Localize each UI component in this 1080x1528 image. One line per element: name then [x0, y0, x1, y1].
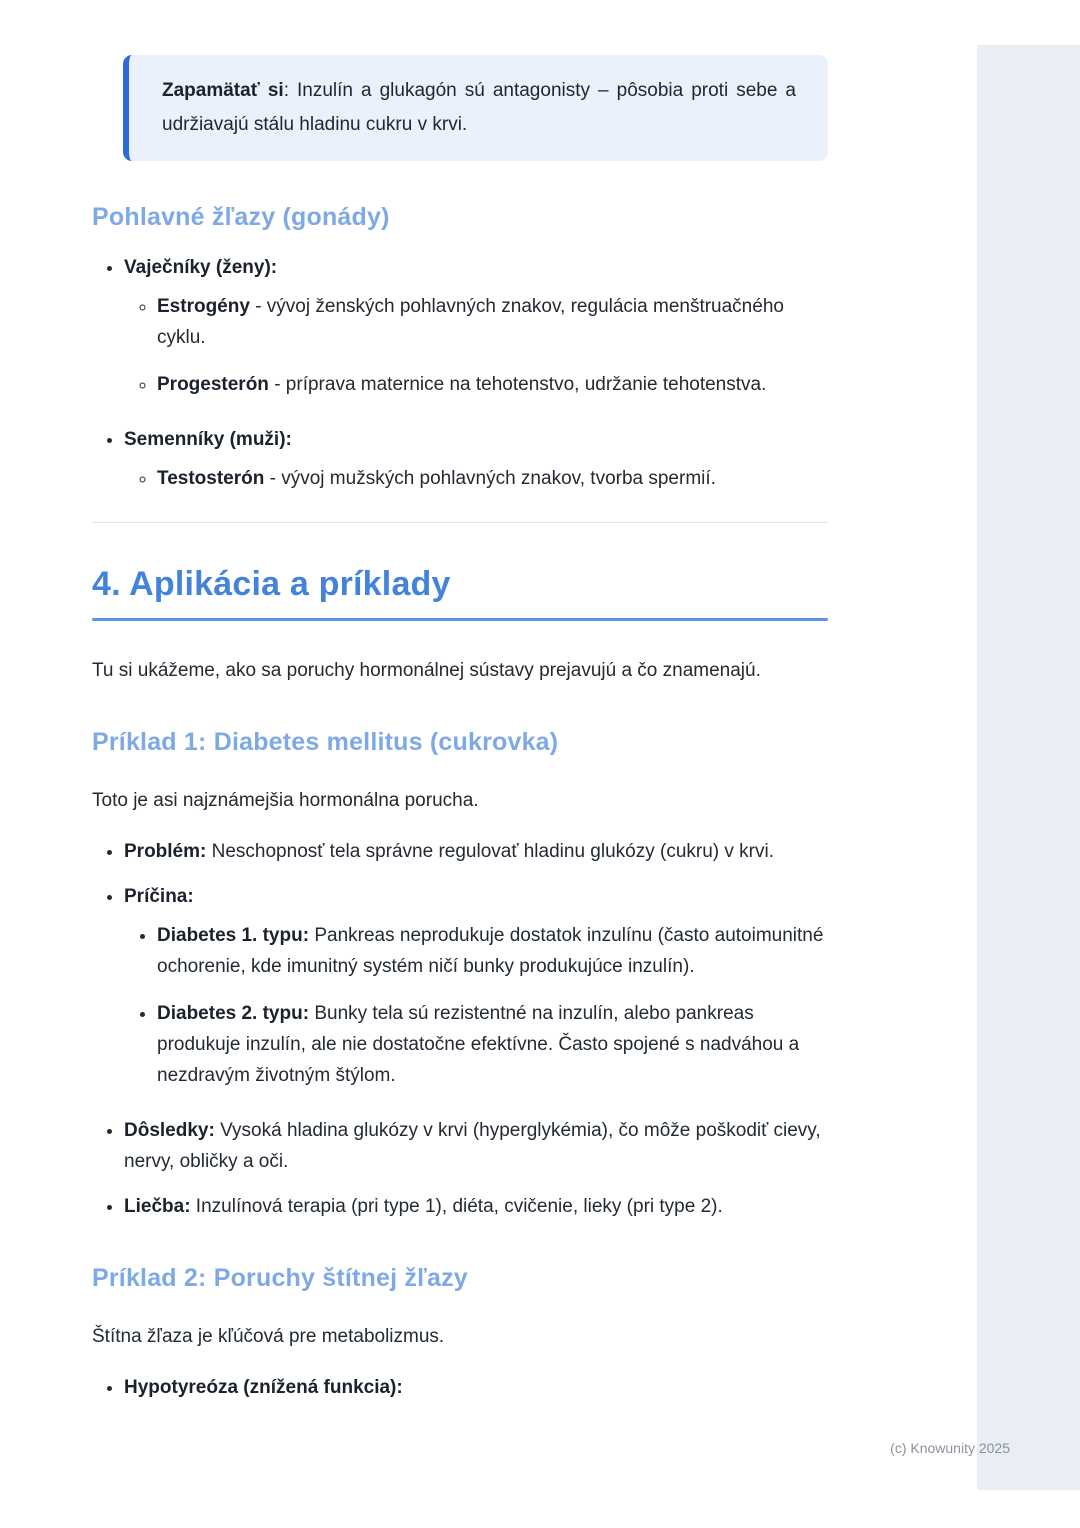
list-item-lead: Semenníky (muži):	[124, 429, 292, 450]
example2-list	[92, 1372, 828, 1403]
section-title-application: 4. Aplikácia a príklady	[92, 565, 451, 603]
list-item	[157, 369, 828, 400]
list-item	[157, 920, 828, 982]
list-item	[124, 1191, 828, 1222]
callout-note	[123, 55, 828, 161]
list-item-lead: Liečba:	[124, 1196, 191, 1217]
list-item-lead: Hypotyreóza (znížená funkcia):	[124, 1377, 403, 1398]
list-item	[124, 1115, 828, 1177]
list-item-text: Pankreas neprodukuje dostatok inzulínu (často autoimunitné ochorenie, kde imunitný systém ničí bunky produkujúce inzulín).	[157, 925, 824, 977]
list-item	[124, 881, 828, 1091]
example1-list	[92, 836, 828, 1222]
section-title-gonads: Pohlavné žľazy (gonády)	[92, 203, 390, 231]
watermark: (c) Knowunity 2025	[890, 1440, 1010, 1456]
list-item-text: Neschopnosť tela správne regulovať hladinu glukózy (cukru) v krvi.	[206, 841, 774, 862]
section-title-underline	[92, 618, 828, 621]
list-item	[124, 1372, 828, 1403]
list-item	[157, 998, 828, 1091]
callout-lead: Zapamätať si	[162, 80, 284, 101]
sublist	[124, 463, 828, 494]
list-item-lead: Estrogény	[157, 296, 250, 317]
sublist	[124, 920, 828, 1091]
list-item-lead: Vaječníky (ženy):	[124, 257, 278, 278]
list-item-lead: Testosterón	[157, 468, 265, 489]
list-item-lead: Príčina:	[124, 886, 194, 907]
list-item-text: - vývoj ženských pohlavných znakov, regulácia menštruačného cyklu.	[157, 296, 784, 348]
example2-intro: Štítna žľaza je kľúčová pre metabolizmus.	[92, 1326, 445, 1347]
list-item-text: Vysoká hladina glukózy v krvi (hyperglykémia), čo môže poškodiť cievy, nervy, obličky a oči.	[124, 1120, 821, 1172]
list-item-text: - príprava maternice na tehotenstvo, udržanie tehotenstva.	[268, 374, 767, 395]
document-page	[92, 0, 828, 1403]
list-item	[124, 836, 828, 867]
list-item-lead: Diabetes 1. typu:	[157, 925, 310, 946]
example1-intro: Toto je asi najznámejšia hormonálna porucha.	[92, 790, 479, 811]
list-item	[157, 463, 828, 494]
next-page-edge	[977, 45, 1080, 1490]
list-item	[124, 252, 828, 400]
list-item-text: Bunky tela sú rezistentné na inzulín, alebo pankreas produkuje inzulín, ale nie dostatočne efektívne. Často spojené s nadváhou a nezdravým životným štýlom.	[157, 1003, 800, 1086]
section-divider	[92, 522, 828, 523]
list-item-lead: Diabetes 2. typu:	[157, 1003, 310, 1024]
example2-title: Príklad 2: Poruchy štítnej žľazy	[92, 1264, 468, 1292]
callout-text: : Inzulín a glukagón sú antagonisty – pôsobia proti sebe a udržiavajú stálu hladinu cukru v krvi.	[162, 80, 796, 135]
list-item-text: - vývoj mužských pohlavných znakov, tvorba spermií.	[264, 468, 716, 489]
example1-title: Príklad 1: Diabetes mellitus (cukrovka)	[92, 728, 559, 756]
list-item	[124, 424, 828, 494]
sublist	[124, 291, 828, 400]
gonads-list	[92, 252, 828, 494]
list-item-lead: Dôsledky:	[124, 1120, 215, 1141]
list-item-text: Inzulínová terapia (pri type 1), diéta, cvičenie, lieky (pri type 2).	[190, 1196, 723, 1217]
list-item	[157, 291, 828, 353]
list-item-lead: Problém:	[124, 841, 207, 862]
application-intro: Tu si ukážeme, ako sa poruchy hormonálnej sústavy prejavujú a čo znamenajú.	[92, 660, 761, 681]
list-item-lead: Progesterón	[157, 374, 269, 395]
